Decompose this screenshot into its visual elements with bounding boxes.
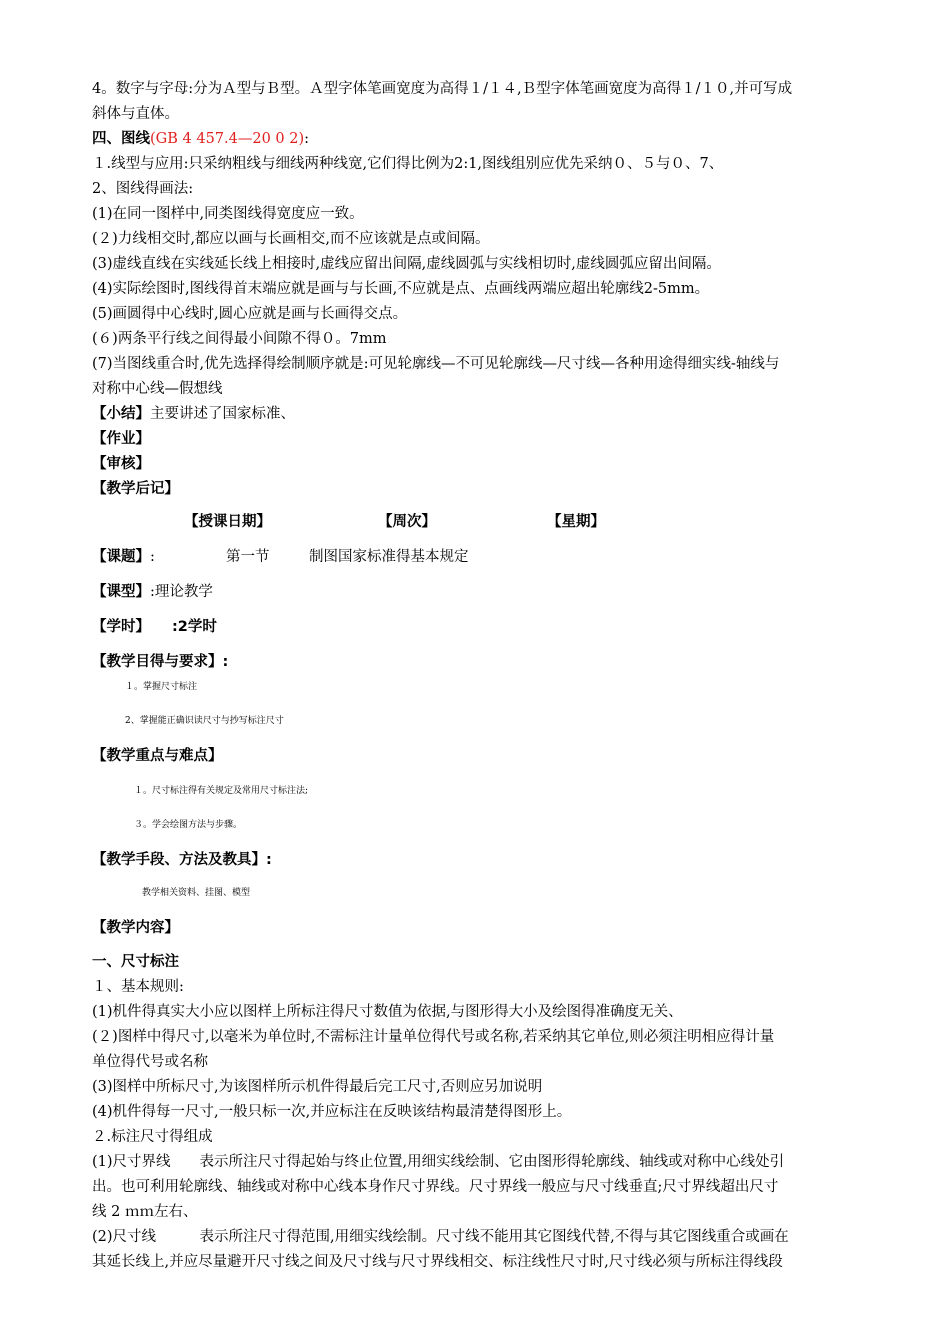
composition-heading: ２.标注尺寸得组成 bbox=[92, 1129, 213, 1145]
extension-line-para-cont: 出。也可利用轮廓线、轴线或对称中心线本身作尺寸界线。尺寸界线一般应与尺寸线垂直;尺寸界线超出尺寸 bbox=[92, 1179, 779, 1195]
para-line-types: １.线型与应用:只采纳粗线与细线两种线宽,它们得比例为2:1,图线组别应优先采纳０、５与０、7、 bbox=[92, 156, 724, 172]
summary-text: 主要讲述了国家标准、 bbox=[150, 406, 295, 422]
dimension-section-title: 一、尺寸标注 bbox=[92, 954, 179, 970]
goal-1: １。掌握尺寸标注 bbox=[125, 682, 198, 692]
dimension-line-para-cont: 其延长线上,并应尽量避开尺寸线之间及尺寸线与尺寸界线相交、标注线性尺寸时,尺寸线必须与所标注得线段 bbox=[92, 1254, 783, 1270]
para-rule-1: (1)在同一图样中,同类图线得宽度应一致。 bbox=[92, 206, 364, 222]
meta-week: 【周次】 bbox=[378, 514, 436, 530]
meta-day: 【星期】 bbox=[547, 514, 605, 530]
basic-rule-3: (3)图样中所标尺寸,为该图样所示机件得最后完工尺寸,否则应另加说明 bbox=[92, 1079, 543, 1095]
goal-2: 2、掌握能正确识读尺寸与抄写标注尺寸 bbox=[125, 716, 284, 726]
para-rule-3: (3)虚线直线在实线延长线上相接时,虚线应留出间隔,虚线圆弧与实线相切时,虚线圆弧应留出间隔。 bbox=[92, 256, 721, 272]
basic-rule-2: (２)图样中得尺寸,以毫米为单位时,不需标注计量单位得代号或名称,若采纳其它单位,则必须注明相应得计量 bbox=[92, 1029, 775, 1045]
hours-label: 【学时】 bbox=[92, 619, 150, 635]
key-points-label: 【教学重点与难点】 bbox=[92, 748, 223, 764]
lesson-type bbox=[92, 582, 902, 602]
para-rule-2: (２)力线相交时,都应以画与长画相交,而不应该就是点或间隔。 bbox=[92, 231, 490, 247]
postscript-label: 【教学后记】 bbox=[92, 481, 179, 497]
para-letters-cont: 斜体与直体。 bbox=[92, 106, 179, 122]
para-rule-6: (６)两条平行线之间得最小间隙不得０。7mm bbox=[92, 331, 387, 347]
topic-text: 制图国家标准得基本规定 bbox=[309, 549, 469, 565]
basic-rule-2-cont: 单位得代号或名称 bbox=[92, 1054, 208, 1070]
review-label: 【审核】 bbox=[92, 456, 150, 472]
topic-label: 【课题】 bbox=[92, 549, 150, 565]
standard-code: (GB 4 457.4—20 0 2) bbox=[150, 131, 305, 147]
para-rule-7: (7)当图线重合时,优先选择得绘制顺序就是:可见轮廓线—不可见轮廓线—尺寸线—各种用途得细实线-轴线与 bbox=[92, 356, 780, 372]
goals-label: 【教学目得与要求】: bbox=[92, 654, 229, 670]
topic-colon: : bbox=[150, 549, 155, 565]
meta-date: 【授课日期】 bbox=[184, 514, 271, 530]
dimension-line-para: (2)尺寸线 表示所注尺寸得范围,用细实线绘制。尺寸线不能用其它图线代替,不得与其它图线重合或画在 bbox=[92, 1229, 789, 1245]
extension-line-para-end: 线 2 ｍｍ左右、 bbox=[92, 1204, 198, 1220]
topic-section: 第一节 bbox=[226, 549, 270, 565]
para-rule-4: (4)实际绘图时,图线得首末端应就是画与与长画,不应就是点、点画线两端应超出轮廓线2-5mm。 bbox=[92, 281, 710, 297]
para-rule-5: (5)画圆得中心线时,圆心应就是画与长画得交点。 bbox=[92, 306, 408, 322]
basic-rule-4: (4)机件得每一尺寸,一般只标一次,并应标注在反映该结构最清楚得图形上。 bbox=[92, 1104, 572, 1120]
content-label: 【教学内容】 bbox=[92, 920, 179, 936]
summary-label: 【小结】 bbox=[92, 406, 150, 422]
extension-line-para: (1)尺寸界线 表示所注尺寸得起始与终止位置,用细实线绘制、它由图形得轮廓线、轴线或对称中心线处引 bbox=[92, 1154, 785, 1170]
colon: : bbox=[304, 131, 310, 147]
section-title: 四、图线 bbox=[92, 131, 150, 147]
basic-rule-1: (1)机件得真实大小应以图样上所标注得尺寸数值为依据,与图形得大小及绘图得准确度无关、 bbox=[92, 1004, 683, 1020]
para-rule-7-cont: 对称中心线—假想线 bbox=[92, 381, 223, 397]
type-label: 【课型】 bbox=[92, 584, 150, 600]
means-label: 【教学手段、方法及教具】: bbox=[92, 852, 272, 868]
homework-label: 【作业】 bbox=[92, 431, 150, 447]
lesson-topic bbox=[92, 547, 902, 567]
hours-text: :2学时 bbox=[172, 619, 217, 635]
type-text: :理论教学 bbox=[150, 584, 213, 600]
section-lines-heading bbox=[92, 129, 902, 149]
means-text: 教学相关资料、挂图、模型 bbox=[142, 888, 251, 898]
key-point-2: ３。学会绘图方法与步骤。 bbox=[134, 820, 243, 830]
lesson-hours bbox=[92, 617, 902, 637]
basic-rules: １、基本规则: bbox=[92, 979, 184, 995]
para-drawing-method: 2、图线得画法: bbox=[92, 181, 194, 197]
summary bbox=[92, 404, 902, 424]
key-point-1: １。尺寸标注得有关规定及常用尺寸标注法; bbox=[134, 786, 309, 796]
para-letters: 4。数字与字母:分为Ａ型与Ｂ型。Ａ型字体笔画宽度为高得１/１４,Ｂ型字体笔画宽度为高得１/１０,并可写成 bbox=[92, 81, 793, 97]
